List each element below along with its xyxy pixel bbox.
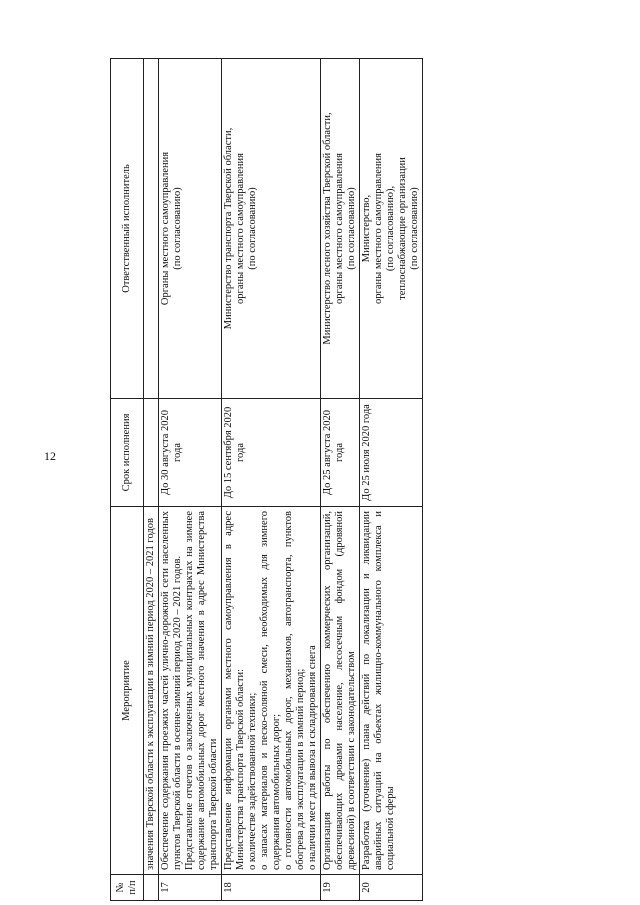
row-number: 17 <box>159 875 222 901</box>
activity-paragraph: о готовности автомобильных дорог, механизмов, автогранспорта, пунктов обогрева для эксплуатации в зимний период; <box>283 511 306 870</box>
responsible-line: (по согласованию) <box>247 187 258 270</box>
header-num: № п/п <box>111 875 144 901</box>
responsible-line: теплоснабжающие организации <box>397 157 408 300</box>
row-term: До 25 августа 2020 года <box>321 399 360 507</box>
row-activity <box>159 507 222 875</box>
header-responsible: Ответственный исполнитель <box>111 59 144 399</box>
page-number: 12 <box>44 449 56 463</box>
activity-paragraph: Разработка (уточнение) плана действий по локализации и ликвидации аварийных ситуаций на объектах жилищно-коммунального комплекса и социальной сферы <box>361 511 396 870</box>
row-activity <box>144 507 159 875</box>
table-header-row <box>111 59 144 901</box>
activity-table <box>110 58 423 901</box>
row-responsible <box>159 59 222 399</box>
row-number: 18 <box>222 875 321 901</box>
row-number <box>144 875 159 901</box>
activity-paragraph: о количестве задействованной техники; <box>247 692 258 870</box>
rotated-table-wrapper <box>110 59 530 901</box>
row-term: До 25 июля 2020 года <box>360 399 423 507</box>
responsible-line: органы местного самоуправления <box>235 153 246 304</box>
responsible-line: Органы местного самоуправления <box>160 151 171 306</box>
table-body <box>144 59 423 901</box>
table-row-continuation <box>144 59 159 901</box>
row-responsible <box>144 59 159 399</box>
activity-paragraph: Организация работы по обеспечению коммерческих организаций, обеспечивающих дровами население, лесосечным фондом (дровяной древесиной) в соответствии с законодательством <box>322 511 357 870</box>
row-activity <box>321 507 360 875</box>
table-row <box>360 59 423 901</box>
responsible-line: (по согласованию) <box>409 187 420 270</box>
row-number: 19 <box>321 875 360 901</box>
row-activity <box>222 507 321 875</box>
activity-paragraph: Представление отчетов о заключенных муниципальных контрактах на зимнее содержание автомобильных дорог местного значения в адрес Министерства транспорта Тверской области <box>184 511 219 870</box>
row-responsible <box>321 59 360 399</box>
row-term: До 30 августа 2020 года <box>159 399 222 507</box>
responsible-line: органы местного самоуправления <box>334 153 345 304</box>
activity-paragraph: о запасах материалов и песко-соляной смеси, необходимых для зимнего содержания автомобильных дорог; <box>259 511 282 870</box>
responsible-line: (по согласованию) <box>172 187 183 270</box>
responsible-line: (по согласованию) <box>346 187 357 270</box>
responsible-line: (по согласованию), <box>385 185 396 272</box>
table-row <box>222 59 321 901</box>
responsible-line: органы местного самоуправления <box>373 153 384 304</box>
header-term: Срок исполнения <box>111 399 144 507</box>
activity-paragraph: Представление информации органами местного самоуправления в адрес Министерства транспорта Тверской области: <box>223 511 246 870</box>
row-number: 20 <box>360 875 423 901</box>
table-row <box>159 59 222 901</box>
header-activity: Мероприятие <box>111 507 144 875</box>
activity-paragraph: значения Тверской области к эксплуатации в зимний период 2020 – 2021 годов <box>145 518 156 870</box>
responsible-line: Министерство, <box>361 194 372 263</box>
row-activity <box>360 507 423 875</box>
row-term <box>144 399 159 507</box>
row-responsible <box>222 59 321 399</box>
responsible-line: Министерство лесного хозяйства Тверской области, <box>322 112 333 345</box>
row-term: До 15 сентября 2020 года <box>222 399 321 507</box>
responsible-line: Министерство транспорта Тверской области, <box>223 127 234 330</box>
activity-paragraph: о наличии мест для вывоза и складирования снега <box>307 645 318 870</box>
activity-paragraph: Обеспечение содержания проезжих частей улично-дорожной сети населенных пунктов Тверской области в осенне-зимний период 2020 – 2021 годов. <box>160 511 183 870</box>
row-responsible <box>360 59 423 399</box>
table-row <box>321 59 360 901</box>
